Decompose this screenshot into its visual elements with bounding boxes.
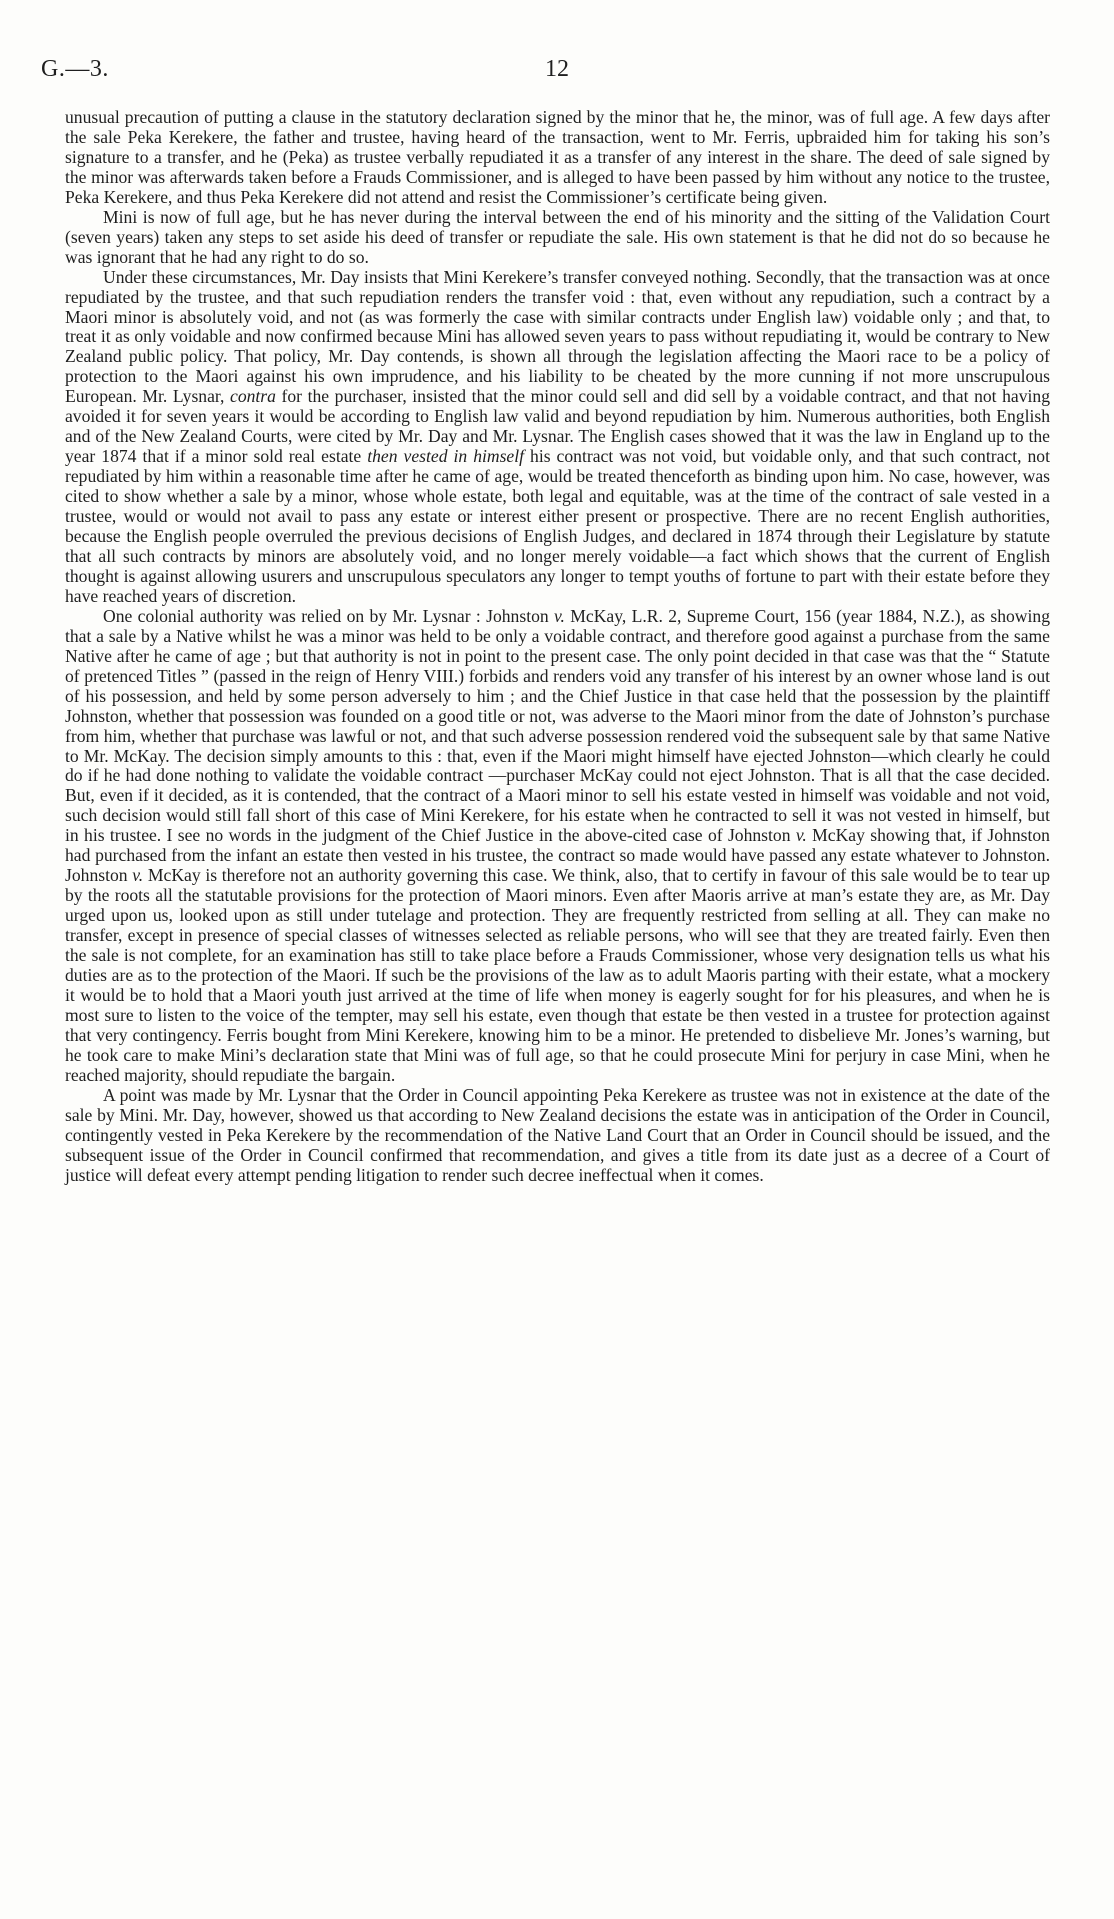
italic-text: contra xyxy=(230,386,276,407)
paragraph-text: McKay is therefore not an authority governing this case. We think, also, that to certify in favour of this sale would be to tear up by the roots all the statutable provisions for the protection of Maori minors. Even after Maoris arrive at man’s estate they are, as Mr. Day urged upon us, looked upon as still under tutelage and protection. They are frequently restricted from selling at all. They can make no transfer, except in presence of special classes of witnesses selected as reliable persons, who will see that they are treated fairly. Even then the sale is not complete, for an examination has still to take place before a Frauds Commissioner, whose very designation tells us what his duties are as to the protection of the Maori. If such be the provisions of the law as to adult Maoris parting with their estate, what a mockery it would be to hold that a Maori youth just arrived at the time of life when money is eagerly sought for for his pleasures, and when he is most sure to listen to the voice of the tempter, may sell his estate, even though that estate be then vested in a trustee for protection against that very contingency. Ferris bought from Mini Kerekere, knowing him to be a minor. He pretended to disbelieve Mr. Jones’s warning, but he took care to make Mini’s declaration state that Mini was of full age, so that he could prosecute Mini for perjury in case Mini, when he reached majority, should repudiate the bargain. xyxy=(65,865,1051,1085)
italic-text: then vested in himself xyxy=(367,446,525,467)
paragraph-text: McKay showing that, if Johnston had purchased from the infant an estate then vested in his trustee, the contract so made would have passed any estate whatever to Johnston. Johnston xyxy=(65,825,1050,886)
paragraph-text: for the purchaser, insisted that the minor could sell and did sell by a voidable contract, and that not having avoided it for seven years it would be according to English law valid and beyond repudiation by him. Numerous authorities, both English and of the New Zealand Courts, were cited by Mr. Day and Mr. Lysnar. The English cases showed that it was the law in England up to the year 1874 that if a minor sold real estate xyxy=(65,386,1050,467)
page-header xyxy=(0,56,1114,86)
paragraph-text: One colonial authority was relied on by Mr. Lysnar : Johnston xyxy=(103,605,555,626)
paragraph-text: his contract was not void, but voidable only, and that such contract, not repudiated by him within a reasonable time after he came of age, would be treated thenceforth as binding upon him. No case, however, was cited to show whether a sale by a minor, whose whole estate, both legal and equitable, was at the time of the contract of sale vested in a trustee, would or would not avail to pass any estate or interest either present or prospective. There are no recent English authorities, because the English people overruled the previous decisions of English Judges, and declared in 1874 through their Legislature by statute that all such contracts by minors are absolutely void, and no longer merely voidable—a fact which shows that the current of English thought is against allowing usurers and unscrupulous speculators any longer to tempt youths of fortune to part with their estate before they have reached years of discretion. xyxy=(65,446,1050,606)
document-code: G.—3. xyxy=(41,56,109,82)
paragraph-text: Under these circumstances, Mr. Day insists that Mini Kerekere’s transfer conveyed nothing. Secondly, that the transaction was at once repudiated by the trustee, and that such repudiation renders the transfer void : that, even without any repudiation, such a contract by a Maori minor is absolutely void, and not (as was formerly the case with similar contracts under English law) voidable only ; and that, to treat it as only voidable and now confirmed because Mini has allowed seven years to pass without repudiating it, would be contrary to New Zealand public policy. That policy, Mr. Day contends, is shown all through the legislation affecting the Maori race to be a policy of protection to the Maori against his own imprudence, and his liability to be cheated by the more cunning if not more unscrupulous European. Mr. Lysnar, xyxy=(65,266,1050,407)
paragraph-text: Mini is now of full age, but he has never during the interval between the end of his minority and the sitting of the Validation Court (seven years) taken any steps to set aside his deed of transfer or repudiate the sale. His own statement is that he did not do so because he was ignorant that he had any right to do so. xyxy=(65,206,1050,267)
paragraph xyxy=(65,607,1050,1086)
body-text xyxy=(65,108,1050,1185)
paragraph xyxy=(65,1086,1050,1186)
italic-text: v. xyxy=(795,825,807,846)
italic-text: v. xyxy=(132,865,144,886)
paragraph-text: McKay, L.R. 2, Supreme Court, 156 (year 1884, N.Z.), as showing that a sale by a Native whilst he was a minor was held to be only a voidable contract, and therefore good against a purchase from the same Native after he came of age ; but that authority is not in point to the present case. The only point decided in that case was that the “ Statute of pretenced Titles ” (passed in the reign of Henry VIII.) forbids and renders void any transfer of his interest by an owner whose land is out of his possession, and held by some person adversely to him ; and the Chief Justice in that case held that the possession by the plaintiff Johnston, whether that possession was founded on a good title or not, was adverse to the Maori minor from the date of Johnston’s purchase from him, whether that purchase was lawful or not, and that such adverse possession rendered void the subsequent sale by that same Native to Mr. McKay. The decision simply amounts to this : that, even if the Maori might himself have ejected Johnston—which clearly he could do if he had done nothing to validate the voidable contract —purchaser McKay could not eject Johnston. That is all that the case decided. But, even if it decided, as it is contended, that the contract of a Maori minor to sell his estate vested in himself was voidable and not void, such decision would still fall short of this case of Mini Kerekere, for his estate when he contracted to sell it was not vested in himself, but in his trustee. I see no words in the judgment of the Chief Justice in the above-cited case of Johnston xyxy=(65,605,1050,846)
paragraph xyxy=(65,108,1050,208)
paragraph-text: unusual precaution of putting a clause in the statutory declaration signed by the minor that he, the minor, was of full age. A few days after the sale Peka Kerekere, the father and trustee, having heard of the transaction, went to Mr. Ferris, upbraided him for taking his son’s signature to a transfer, and he (Peka) as trustee verbally repudiated it as a transfer of any interest in the share. The deed of sale signed by the minor was afterwards taken before a Frauds Commissioner, and is alleged to have been passed by him without any notice to the trustee, Peka Kerekere, and thus Peka Kerekere did not attend and resist the Commissioner’s certificate being given. xyxy=(65,107,1050,207)
paragraph xyxy=(65,208,1050,268)
paragraph-text: A point was made by Mr. Lysnar that the Order in Council appointing Peka Kerekere as trustee was not in existence at the date of the sale by Mini. Mr. Day, however, showed us that according to New Zealand decisions the estate was in anticipation of the Order in Council, contingently vested in Peka Kerekere by the recommendation of the Native Land Court that an Order in Council should be issued, and the subsequent issue of the Order in Council confirmed that recommendation, and gives a title from its date just as a decree of a Court of justice will defeat every attempt pending litigation to render such decree ineffectual when it comes. xyxy=(65,1084,1050,1185)
paragraph xyxy=(65,268,1050,607)
page-number: 12 xyxy=(545,56,569,82)
italic-text: v. xyxy=(554,605,565,626)
